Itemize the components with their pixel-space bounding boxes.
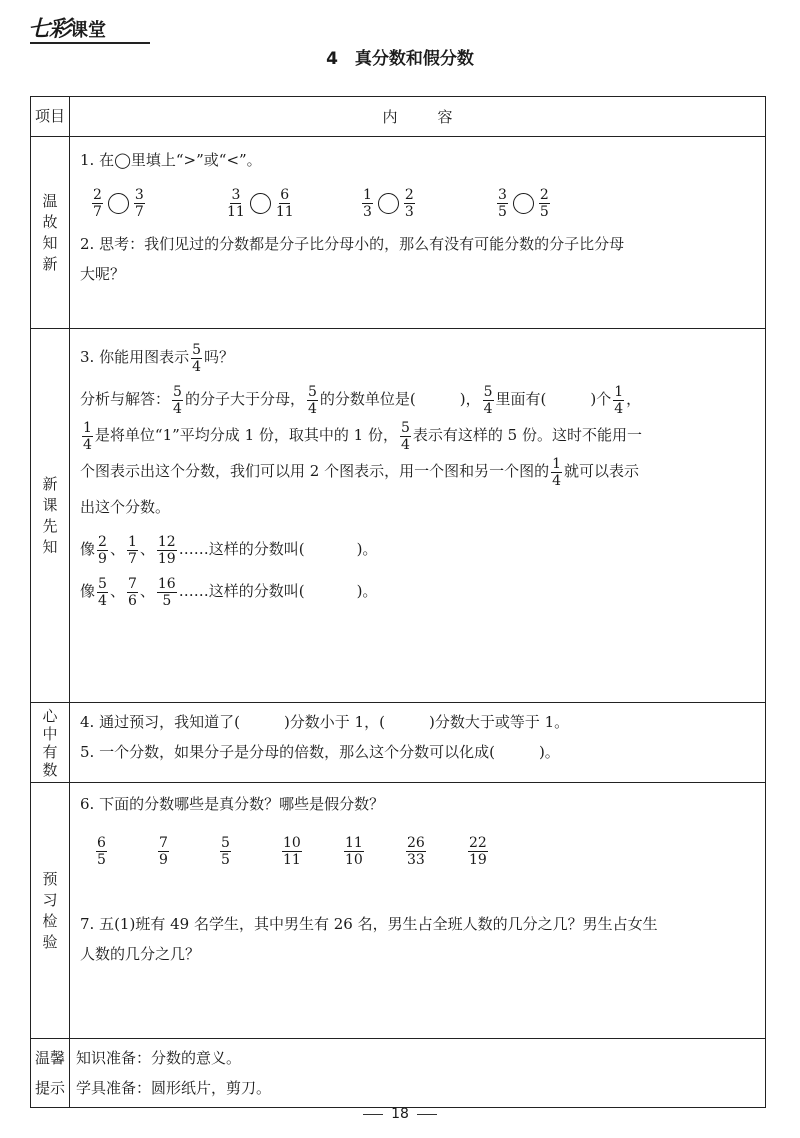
- analysis-line4: 出这个分数。: [80, 498, 171, 516]
- section-label-inmind: 心 中 有 数: [31, 703, 70, 783]
- analysis-line3: 个图表示出这个分数，我们可以用 2 个图表示，用一个图和另一个图的 $\frac{1}{4}$ 就可以表示: [80, 455, 640, 489]
- answer-circle[interactable]: [108, 193, 129, 214]
- fraction: $\frac{6}{5}$: [97, 834, 106, 868]
- question-2-line2: 大呢？: [80, 265, 126, 283]
- fraction: $\frac{11}{10}$: [345, 834, 363, 868]
- question-1: 1. 在◯里填上“>”或“<”。: [80, 151, 262, 169]
- fraction: $\frac{10}{11}$: [283, 834, 301, 868]
- compare-item: $\frac{3}{11}$ $\frac{6}{11}$: [227, 186, 294, 220]
- header-content: 内容: [70, 97, 766, 137]
- answer-circle[interactable]: [513, 193, 534, 214]
- fraction: $\frac{22}{19}$: [469, 834, 487, 868]
- compare-item: $\frac{2}{7}$ $\frac{3}{7}$: [93, 186, 144, 220]
- answer-circle[interactable]: [378, 193, 399, 214]
- logo-text: 课堂: [70, 20, 107, 41]
- like-proper: 像 $\frac{2}{9}$ 、 $\frac{1}{7}$ 、 $\frac{12}{19}$ ……这样的分数叫( )。: [80, 533, 378, 567]
- section-inmind: [70, 703, 766, 783]
- question-7-line2: 人数的几分之几？: [80, 945, 201, 963]
- fraction: $\frac{5}{5}$: [221, 834, 230, 868]
- question-6: 6. 下面的分数哪些是真分数？哪些是假分数？: [80, 795, 385, 813]
- section-label-preview: 预 习 检 验: [31, 783, 70, 1039]
- page-title: 4 真分数和假分数: [326, 49, 474, 69]
- logo: [28, 12, 146, 46]
- compare-row: [90, 181, 755, 225]
- section-label-newlesson: 新 课 先 知: [31, 329, 70, 703]
- section-review: [70, 137, 766, 329]
- answer-circle[interactable]: [250, 193, 271, 214]
- compare-item: $\frac{3}{5}$ $\frac{2}{5}$: [498, 186, 549, 220]
- analysis-line2: $\frac{1}{4}$ 是将单位“1”平均分成 1 份，取其中的 1 份， $\frac{5}{4}$ 表示有这样的 5 份。这时不能用一: [83, 419, 642, 453]
- question-5: 5. 一个分数，如果分子是分母的倍数，那么这个分数可以化成( )。: [80, 743, 560, 761]
- worksheet-table: [30, 96, 766, 1108]
- fraction: $\frac{26}{33}$: [407, 834, 425, 868]
- section-newlesson: [70, 329, 766, 703]
- section-label-review: 温 故 知 新: [31, 137, 70, 329]
- logo-mark: 七彩: [28, 16, 71, 42]
- section-tips: [70, 1039, 766, 1108]
- fraction: $\frac{7}{9}$: [159, 834, 168, 868]
- header-item: 项目: [31, 97, 70, 137]
- like-improper: 像 $\frac{5}{4}$ 、 $\frac{7}{6}$ 、 $\frac{16}{5}$ ……这样的分数叫( )。: [80, 575, 378, 609]
- tip-knowledge: 知识准备：分数的意义。: [76, 1049, 242, 1067]
- section-label-tips: 温馨 提示: [31, 1039, 70, 1108]
- question-7-line1: 7. 五(1)班有 49 名学生，其中男生有 26 名，男生占全班人数的几分之几？男生占女生: [80, 915, 658, 933]
- compare-item: $\frac{1}{3}$ $\frac{2}{3}$: [363, 186, 414, 220]
- question-2-line1: 2. 思考：我们见过的分数都是分子比分母小的，那么有没有可能分数的分子比分母: [80, 235, 625, 253]
- tip-tools: 学具准备：圆形纸片，剪刀。: [76, 1079, 272, 1097]
- page-number: 18: [0, 1106, 800, 1122]
- fraction-list: [94, 827, 755, 875]
- analysis-line1: 分析与解答： $\frac{5}{4}$ 的分子大于分母， $\frac{5}{4}$ 的分数单位是( )， $\frac{5}{4}$ 里面有( )个 $\frac{1}{4}$ ，: [80, 383, 642, 417]
- question-4: 4. 通过预习，我知道了( )分数小于 1，( )分数大于或等于 1。: [80, 713, 570, 731]
- section-preview: [70, 783, 766, 1039]
- question-3: 3. 你能用图表示 $\frac{5}{4}$ 吗？: [80, 341, 235, 375]
